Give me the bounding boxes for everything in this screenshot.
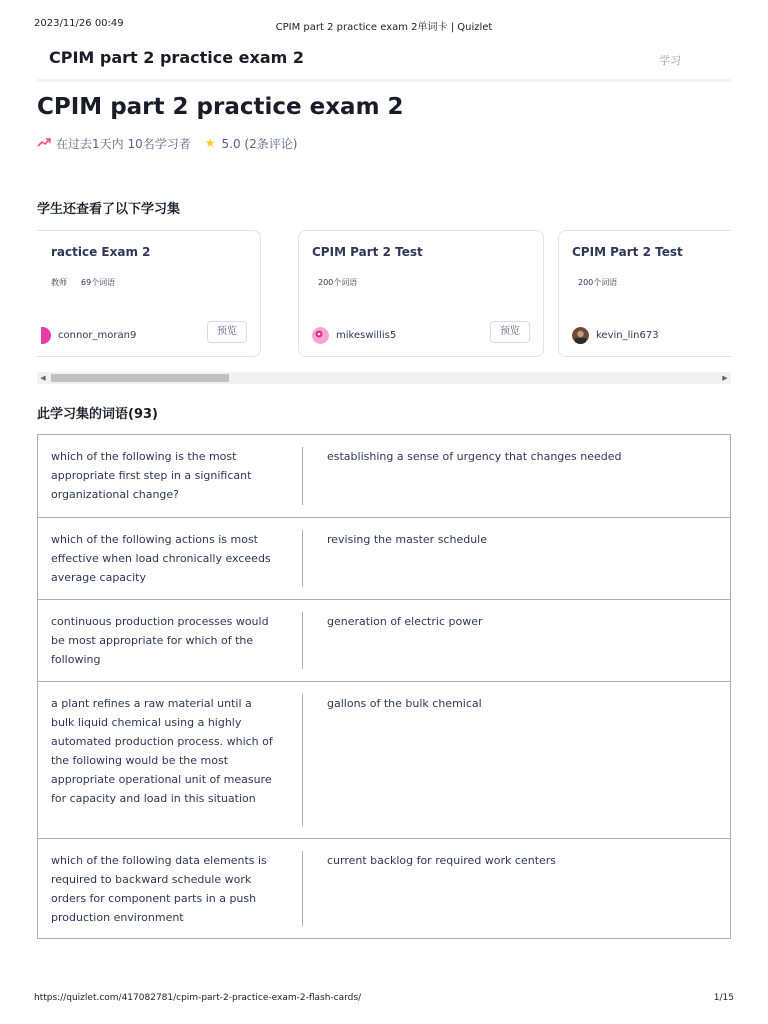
card-meta — [578, 277, 617, 288]
avatar — [312, 327, 329, 344]
print-url: https://quizlet.com/417082781/cpim-part-2-practice-exam-2-flash-cards/ — [34, 993, 362, 1003]
card-title: CPIM Part 2 Test — [572, 245, 683, 259]
sticky-header — [37, 40, 731, 82]
card-term-count: 200个词语 — [318, 278, 358, 287]
card-term-count: 200个词语 — [578, 278, 618, 287]
term-divider — [302, 694, 303, 826]
definition-text: revising the master schedule — [327, 533, 487, 546]
term-text: which of the following data elements is required to backward schedule work orders for component parts in a push production environment — [51, 854, 267, 924]
trending-up-icon — [37, 138, 51, 148]
related-set-card[interactable] — [558, 230, 731, 357]
term-divider — [302, 447, 303, 505]
star-icon: ★ — [204, 136, 216, 150]
term-divider — [302, 851, 303, 926]
scroll-right-icon[interactable]: ▶ — [722, 374, 728, 382]
scrollbar-thumb[interactable] — [51, 374, 229, 382]
page-title: CPIM part 2 practice exam 2 — [37, 94, 404, 120]
card-badge: 教师 — [51, 278, 67, 287]
learners-count: 在过去1天内 10名学习者 — [56, 136, 191, 151]
card-user[interactable] — [312, 327, 396, 344]
related-set-card[interactable] — [298, 230, 544, 357]
set-stats — [37, 135, 297, 151]
term-text: continuous production processes would be most appropriate for which of the following — [51, 615, 269, 666]
related-set-card[interactable] — [37, 230, 261, 357]
rating-link[interactable]: 5.0 (2条评论) — [221, 136, 298, 151]
term-text: a plant refines a raw material until a bulk liquid chemical using a highly automated production process. which of the following would be the most appropriate operational unit of measure for capacity and load in this situation — [51, 697, 273, 805]
also-viewed-heading: 学生还查看了以下学习集 — [37, 202, 181, 217]
card-meta — [51, 277, 115, 288]
term-row — [38, 681, 730, 838]
term-row — [38, 435, 730, 517]
study-button[interactable]: 学习 — [659, 54, 681, 67]
term-text: which of the following actions is most effective when load chronically exceeds average capacity — [51, 533, 271, 584]
preview-button[interactable]: 预览 — [490, 321, 530, 343]
term-row — [38, 838, 730, 938]
term-row — [38, 599, 730, 681]
terms-list — [37, 434, 731, 939]
scroll-left-icon[interactable]: ◀ — [40, 374, 46, 382]
card-term-count: 69个词语 — [81, 278, 116, 287]
preview-button[interactable]: 预览 — [207, 321, 247, 343]
print-footer — [34, 993, 734, 1007]
related-sets-carousel — [37, 230, 731, 360]
definition-text: generation of electric power — [327, 615, 483, 628]
card-meta — [318, 277, 357, 288]
card-user[interactable] — [572, 327, 659, 344]
card-username: connor_moran9 — [58, 330, 137, 341]
avatar — [41, 327, 51, 344]
horizontal-scrollbar[interactable] — [37, 372, 731, 384]
print-page-number: 1/15 — [713, 993, 734, 1003]
term-divider — [302, 530, 303, 587]
card-username: mikeswillis5 — [336, 330, 397, 341]
print-header — [34, 18, 734, 32]
term-divider — [302, 612, 303, 669]
definition-text: current backlog for required work centers — [327, 854, 557, 867]
print-datetime: 2023/11/26 00:49 — [34, 18, 124, 29]
term-row — [38, 517, 730, 599]
term-text: which of the following is the most appropriate first step in a significant organizational change? — [51, 450, 252, 501]
terms-heading: 此学习集的词语(93) — [37, 407, 158, 422]
card-title: CPIM Part 2 Test — [312, 245, 423, 259]
header-set-title: CPIM part 2 practice exam 2 — [49, 48, 304, 67]
card-username: kevin_lin673 — [596, 330, 659, 341]
avatar — [572, 327, 589, 344]
definition-text: establishing a sense of urgency that changes needed — [327, 450, 622, 463]
card-title: ractice Exam 2 — [51, 245, 151, 259]
print-document-title: CPIM part 2 practice exam 2单词卡 | Quizlet — [275, 22, 493, 33]
card-user[interactable] — [51, 327, 136, 344]
definition-text: gallons of the bulk chemical — [327, 697, 482, 710]
